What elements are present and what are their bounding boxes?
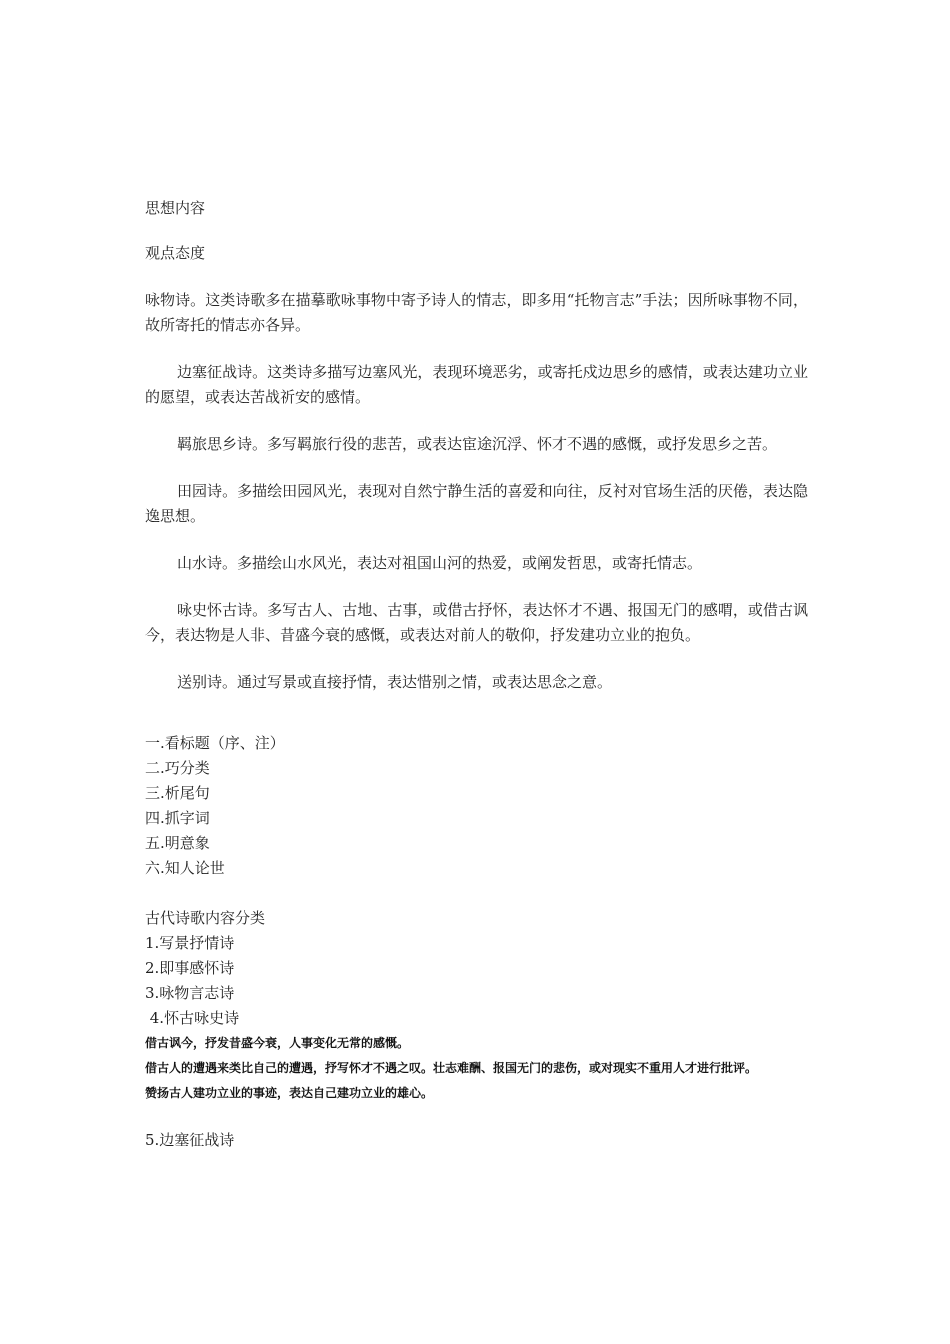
list-item: 1.写景抒情诗 bbox=[145, 934, 235, 952]
paragraph-farewell-poem: 送别诗。通过写景或直接抒情，表达惜别之情，或表达思念之意。 bbox=[177, 673, 613, 691]
list-item: 一.看标题（序、注） bbox=[145, 734, 285, 752]
classification-title: 古代诗歌内容分类 bbox=[145, 909, 266, 927]
spacer bbox=[145, 881, 808, 906]
list-item: 5.边塞征战诗 bbox=[145, 1131, 235, 1149]
list-item: 3.咏物言志诗 bbox=[145, 984, 235, 1002]
list-item: 三.析尾句 bbox=[145, 784, 210, 802]
paragraph-pastoral-poem: 田园诗。多描绘田园风光，表现对自然宁静生活的喜爱和向往，反衬对官场生活的厌倦，表达隐逸思想。 bbox=[145, 482, 808, 525]
history-note: 赞扬古人建功立业的事迹，表达自己建功立业的雄心。 bbox=[145, 1086, 434, 1100]
list-item: 六.知人论世 bbox=[145, 859, 225, 877]
heading-viewpoint-attitude: 观点态度 bbox=[145, 244, 206, 262]
methods-list bbox=[145, 731, 808, 881]
classification-list bbox=[145, 906, 808, 1031]
spacer bbox=[145, 695, 808, 731]
list-item: 4.怀古咏史诗 bbox=[145, 1009, 240, 1027]
heading-thought-content: 思想内容 bbox=[145, 199, 206, 217]
paragraph-frontier-poem: 边塞征战诗。这类诗多描写边塞风光，表现环境恶劣，或寄托戍边思乡的感情，或表达建功立业的愿望，或表达苦战祈安的感情。 bbox=[145, 363, 808, 406]
list-item: 五.明意象 bbox=[145, 834, 210, 852]
list-item: 2.即事感怀诗 bbox=[145, 959, 235, 977]
history-note: 借古讽今，抒发昔盛今衰，人事变化无常的感慨。 bbox=[145, 1036, 410, 1050]
document-body bbox=[145, 196, 808, 1153]
list-item: 二.巧分类 bbox=[145, 759, 210, 777]
paragraph-object-poem: 咏物诗。这类诗歌多在描摹歌咏事物中寄予诗人的情志，即多用“托物言志”手法；因所咏事物不同，故所寄托的情志亦各异。 bbox=[145, 291, 808, 334]
paragraph-history-poem: 咏史怀古诗。多写古人、古地、古事，或借古抒怀，表达怀才不遇、报国无门的感喟，或借古讽今，表达物是人非、昔盛今衰的感慨，或表达对前人的敬仰，抒发建功立业的抱负。 bbox=[145, 601, 808, 644]
spacer bbox=[145, 1106, 808, 1128]
history-note: 借古人的遭遇来类比自己的遭遇，抒写怀才不遇之叹。壮志难酬、报国无门的悲伤，或对现实不重用人才进行批评。 bbox=[145, 1061, 758, 1075]
paragraph-landscape-poem: 山水诗。多描绘山水风光，表达对祖国山河的热爱，或阐发哲思，或寄托情志。 bbox=[177, 554, 703, 572]
list-item: 四.抓字词 bbox=[145, 809, 210, 827]
paragraph-travel-homesick-poem: 羁旅思乡诗。多写羁旅行役的悲苦，或表达宦途沉浮、怀才不遇的感慨，或抒发思乡之苦。 bbox=[177, 435, 778, 453]
